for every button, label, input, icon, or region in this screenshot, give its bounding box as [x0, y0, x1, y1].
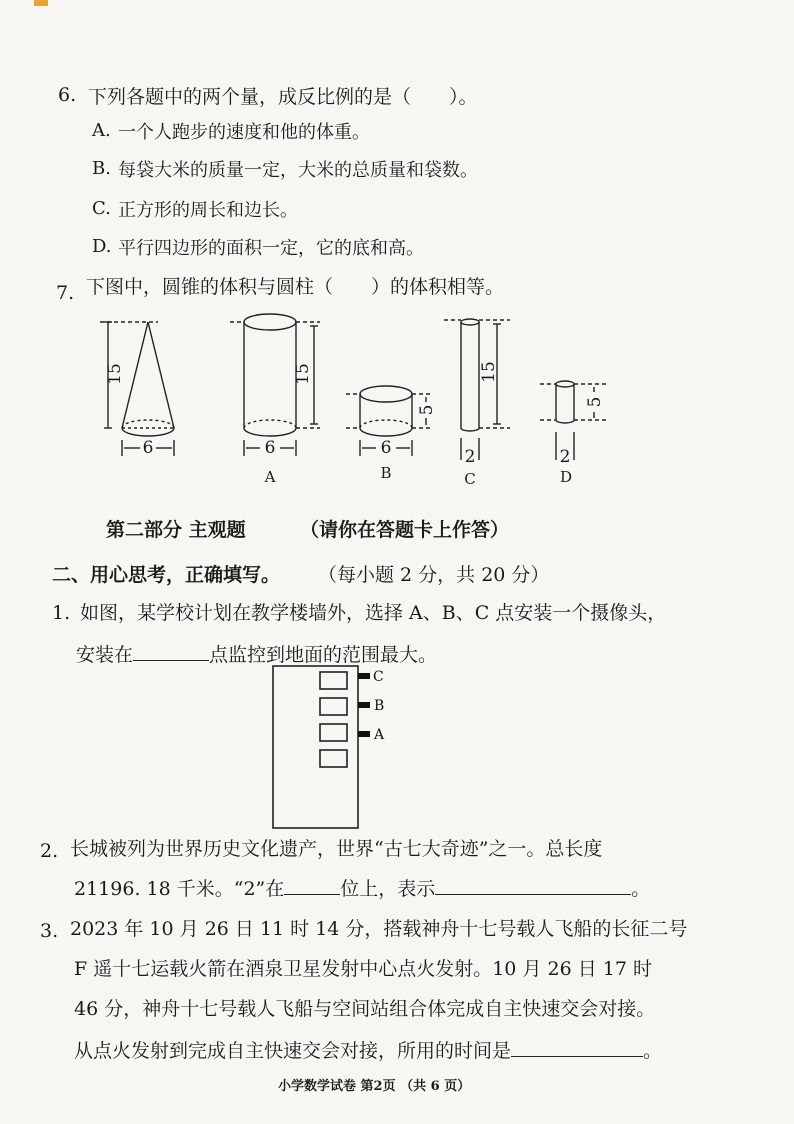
cone-diameter-label: 6 — [142, 438, 154, 458]
f3-line2: F 遥十七运载火箭在酒泉卫星发射中心点火发射。10 月 26 日 17 时 — [74, 958, 652, 980]
f2-line1: 长城被列为世界历史文化遗产，世界“古七大奇迹”之一。总长度 — [70, 838, 603, 860]
q6-option-c-text: 正方形的周长和边长。 — [118, 200, 298, 221]
f2-line2-end: 。 — [631, 878, 651, 900]
window — [320, 724, 347, 741]
f3-line4 — [74, 1036, 662, 1063]
part2-title: 第二部分 主观题 — [106, 519, 246, 541]
label-b: B — [374, 698, 385, 714]
f1-line2-prefix: 安装在 — [76, 644, 134, 666]
cone-height-label: 15 — [105, 363, 125, 385]
camera-point-c — [358, 673, 370, 679]
label-c: C — [373, 669, 384, 685]
page-footer: 小学数学试卷 第2页 （共 6 页） — [278, 1079, 471, 1094]
cylinder-b-height-label: 5 — [417, 404, 437, 416]
q7-number: 7. — [56, 282, 75, 304]
f3-line3: 46 分，神舟十七号载人飞船与空间站组合体完成自主快速交会对接。 — [74, 998, 656, 1020]
f1-number: 1. — [52, 602, 71, 624]
cylinder-c-diameter-label: 2 — [464, 447, 476, 467]
f2-line2-prefix: 21196. 18 千米。“2”在 — [74, 878, 285, 900]
f1-line2-suffix: 点监控到地面的范围最大。 — [209, 644, 438, 666]
cylinder-d-diameter-label: 2 — [559, 447, 571, 467]
window — [320, 698, 347, 715]
building-wall — [273, 666, 358, 828]
q6-option-c-letter: C. — [92, 198, 111, 219]
q6-option-a-letter: A. — [92, 120, 111, 141]
f2-meaning-blank[interactable] — [435, 876, 631, 895]
window — [320, 672, 347, 689]
cylinder-c-height-label: 15 — [479, 361, 499, 383]
f1-line1: 如图，某学校计划在教学楼墙外，选择 A、B、C 点安装一个摄像头， — [80, 602, 667, 624]
f3-line4-prefix: 从点火发射到完成自主快速交会对接，所用的时间是 — [74, 1040, 512, 1062]
cylinder-d-height-label: 5 — [585, 396, 605, 408]
cylinder-b-letter: B — [380, 464, 392, 482]
section2-title: 二、用心思考，正确填写。 — [52, 564, 281, 586]
q6-option-d-text: 平行四边形的面积一定，它的底和高。 — [118, 238, 424, 259]
q7-stem: 下图中，圆锥的体积与圆柱（ ）的体积相等。 — [86, 276, 505, 298]
section2-score: （每小题 2 分，共 20 分） — [318, 564, 550, 586]
cylinder-d-letter: D — [559, 468, 573, 486]
q6-stem: 下列各题中的两个量，成反比例的是（ ）。 — [88, 86, 478, 108]
f2-place-blank[interactable] — [284, 876, 340, 895]
camera-point-b — [358, 702, 370, 708]
f3-line4-end: 。 — [643, 1040, 663, 1062]
f2-line2 — [74, 874, 650, 901]
f2-number: 2. — [40, 840, 59, 862]
q6-option-d-letter: D. — [92, 236, 112, 257]
q6-option-b-text: 每袋大米的质量一定，大米的总质量和袋数。 — [118, 160, 478, 181]
camera-point-a — [358, 731, 370, 737]
label-a: A — [374, 727, 385, 743]
window — [320, 750, 347, 767]
cylinder-c-letter: C — [464, 470, 476, 488]
part2-note: （请你在答题卡上作答） — [300, 519, 510, 541]
q6-option-b-letter: B. — [92, 158, 111, 179]
cylinder-a-height-label: 15 — [293, 363, 313, 385]
cylinder-a-letter: A — [264, 468, 276, 486]
f2-line2-mid: 位上，表示 — [340, 878, 436, 900]
q6-option-a-text: 一个人跑步的速度和他的体重。 — [118, 122, 370, 143]
cylinder-a-diameter-label: 6 — [264, 438, 276, 458]
q6-number: 6. — [58, 84, 77, 106]
f3-answer-blank[interactable] — [511, 1038, 643, 1057]
cylinder-b-diameter-label: 6 — [380, 438, 392, 458]
f3-line1: 2023 年 10 月 26 日 11 时 14 分，搭载神舟十七号载人飞船的长征二号 — [70, 918, 688, 940]
f3-number: 3. — [40, 920, 59, 942]
